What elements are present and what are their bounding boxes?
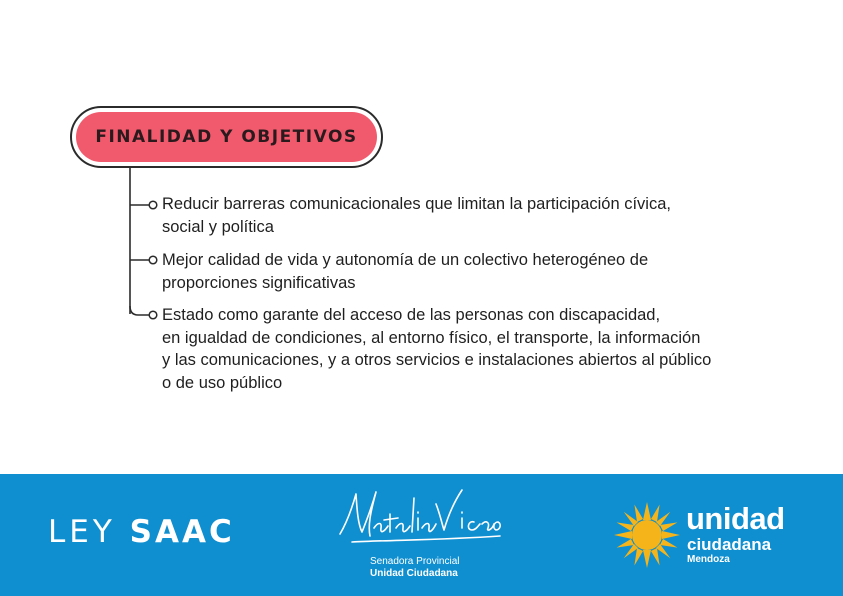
list-item-line: en igualdad de condiciones, al entorno físico, el transporte, la información [162, 328, 701, 347]
list-item-line: y las comunicaciones, y a otros servicios e instalaciones abiertos al público [162, 351, 712, 369]
list-item-line: Estado como garante del acceso de las personas con discapacidad, [162, 306, 661, 324]
law-label [48, 514, 235, 550]
list-item-line: o de uso público [162, 373, 283, 392]
list-item-line: proporciones significativas [162, 273, 356, 292]
list-item-line: Reducir barreras comunicacionales que limitan la participación cívica, [162, 195, 671, 213]
brand-name: unidad [686, 501, 785, 536]
footer-band [0, 474, 843, 596]
list-item [162, 193, 671, 238]
sun-icon [612, 500, 682, 570]
bullet-dot-0 [149, 201, 157, 209]
list-item [162, 249, 648, 294]
law-name: SAAC [129, 514, 235, 550]
brand-subtitle: ciudadana [687, 535, 772, 554]
bullet-dot-2 [149, 311, 157, 319]
tree-branch-2 [130, 306, 149, 315]
bullet-dot-1 [149, 256, 157, 264]
title-pill-fill [76, 112, 377, 162]
signature-party: Unidad Ciudadana [370, 568, 458, 579]
signature-role: Senadora Provincial [370, 556, 460, 567]
signature-block [332, 484, 507, 588]
brand-region: Mendoza [687, 554, 730, 565]
law-prefix: LEY [48, 514, 116, 550]
list-item [162, 304, 711, 394]
title-pill [70, 106, 383, 168]
signature [332, 484, 507, 556]
brand-logo [612, 498, 812, 578]
list-item-line: Mejor calidad de vida y autonomía de un colectivo heterogéneo de [162, 251, 649, 269]
list-item-line: social y política [162, 217, 274, 236]
page-title: FINALIDAD Y OBJETIVOS [95, 127, 358, 147]
